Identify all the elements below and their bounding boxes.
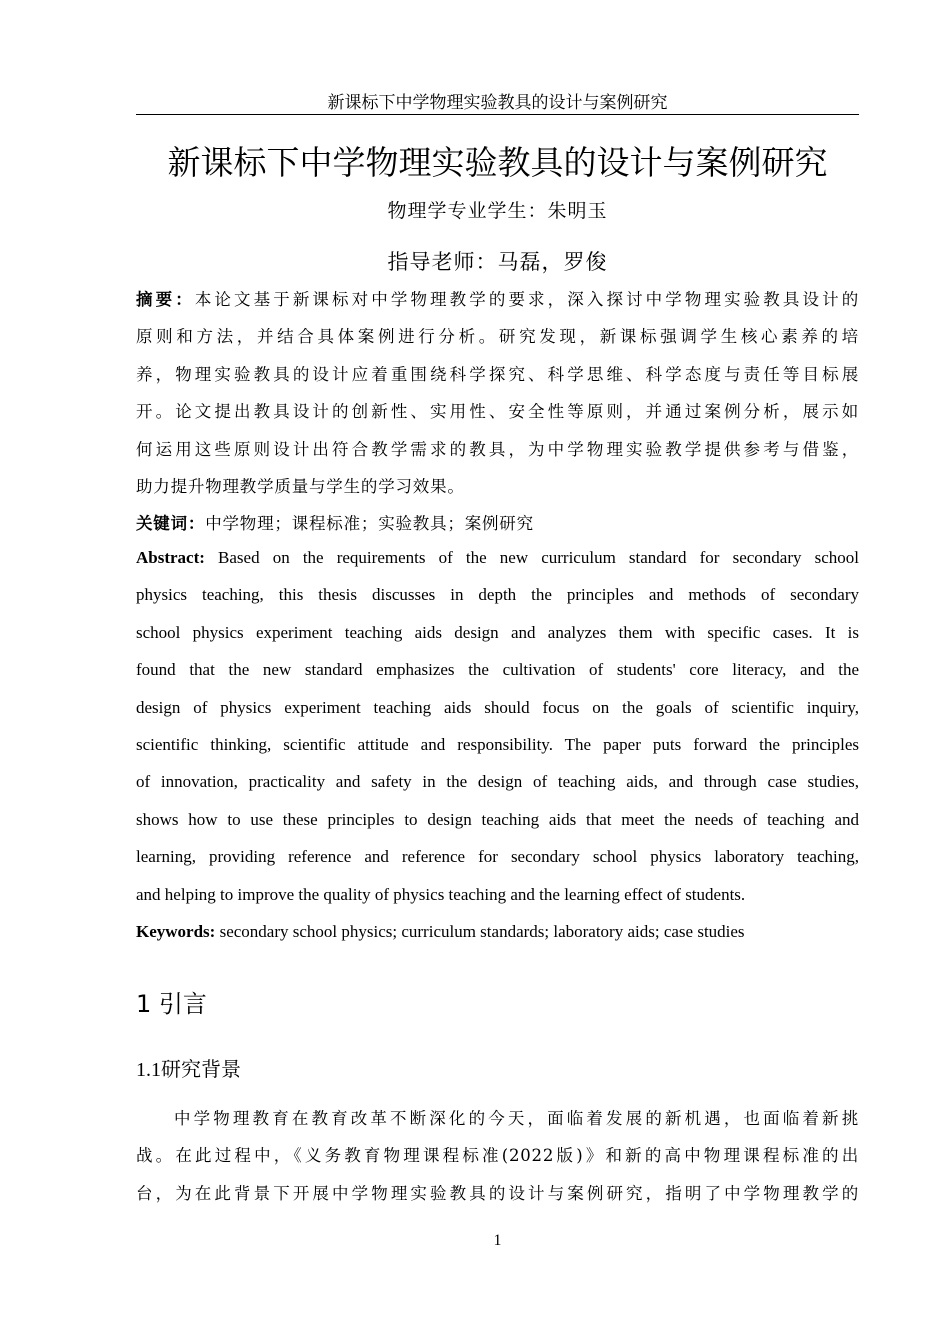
abstract-cn-text: 本论文基于新课标对中学物理教学的要求，深入探讨中学物理实验教具设计的	[194, 290, 859, 309]
section-number: 1	[136, 990, 152, 1018]
subsection-number: 1.1	[136, 1059, 161, 1081]
abstract-en-line	[136, 539, 859, 576]
abstract-cn-label: 摘要：	[136, 290, 195, 309]
abstract-en-text: Based on the requirements of the new curriculum standard for secondary school	[218, 548, 859, 567]
abstract-en-line: physics teaching, this thesis discusses in depth the principles and methods of secondary	[136, 585, 859, 605]
abstract-en-line: learning, providing reference and reference for secondary school physics laboratory teaching,	[136, 847, 859, 867]
keywords-cn-text: 中学物理；课程标准；实验教具；案例研究	[205, 514, 534, 534]
abstract-en	[136, 539, 859, 950]
body-line: 台，为在此背景下开展中学物理实验教具的设计与案例研究，指明了中学物理教学的	[136, 1183, 859, 1203]
abstract-cn-line: 何运用这些原则设计出符合教学需求的教具，为中学物理实验教学提供参考与借鉴，	[136, 439, 859, 459]
keywords-en-text: secondary school physics; curriculum standards; laboratory aids; case studies	[219, 921, 745, 941]
abstract-en-line: of innovation, practicality and safety in the design of teaching aids, and through case studies,	[136, 772, 859, 792]
subsection-title: 研究背景	[161, 1057, 241, 1081]
section-heading-1	[136, 984, 207, 1019]
keywords-en	[136, 913, 859, 950]
section-title: 引言	[158, 990, 207, 1018]
abstract-en-line: scientific thinking, scientific attitude and responsibility. The paper puts forward the principles	[136, 734, 859, 754]
body-line: 战。在此过程中，《义务教育物理课程标准(2022版)》和新的高中物理课程标准的出	[136, 1146, 859, 1166]
keywords-cn	[136, 505, 859, 542]
page-title: 新课标下中学物理实验教具的设计与案例研究	[167, 143, 828, 182]
body-line: 中学物理教育在教育改革不断深化的今天，面临着发展的新机遇，也面临着新挑	[174, 1109, 859, 1128]
body-paragraph	[136, 1100, 859, 1212]
abstract-en-label: Abstract:	[136, 548, 205, 567]
abstract-cn	[136, 281, 859, 543]
header-rule	[136, 114, 859, 115]
page-number: 1	[493, 1232, 502, 1249]
running-header: 新课标下中学物理实验教具的设计与案例研究	[327, 93, 668, 112]
abstract-cn-line: 养，物理实验教具的设计应着重围绕科学探究、科学思维、科学态度与责任等目标展	[136, 364, 859, 384]
abstract-cn-line: 原则和方法，并结合具体案例进行分析。研究发现，新课标强调学生核心素养的培	[136, 327, 859, 347]
keywords-cn-label: 关键词：	[136, 514, 206, 534]
abstract-cn-line	[136, 281, 859, 318]
author-line: 物理学专业学生：朱明玉	[387, 201, 608, 222]
keywords-en-label: Keywords:	[136, 921, 216, 941]
abstract-cn-line: 助力提升物理教学质量与学生的学习效果。	[136, 476, 465, 496]
abstract-en-line: and helping to improve the quality of physics teaching and the learning effect of students.	[136, 884, 746, 904]
abstract-en-line: found that the new standard emphasizes the cultivation of students' core literacy, and the	[136, 660, 859, 680]
section-heading-1-1	[136, 1053, 241, 1082]
advisor-line: 指导老师：马磊，罗俊	[387, 250, 608, 274]
abstract-en-line: school physics experiment teaching aids design and analyzes them with specific cases. It is	[136, 622, 859, 642]
abstract-en-line: design of physics experiment teaching aids should focus on the goals of scientific inquiry,	[136, 697, 859, 717]
abstract-cn-line: 开。论文提出教具设计的创新性、实用性、安全性等原则，并通过案例分析，展示如	[136, 402, 859, 422]
abstract-en-line: shows how to use these principles to design teaching aids that meet the needs of teaching and	[136, 809, 859, 829]
